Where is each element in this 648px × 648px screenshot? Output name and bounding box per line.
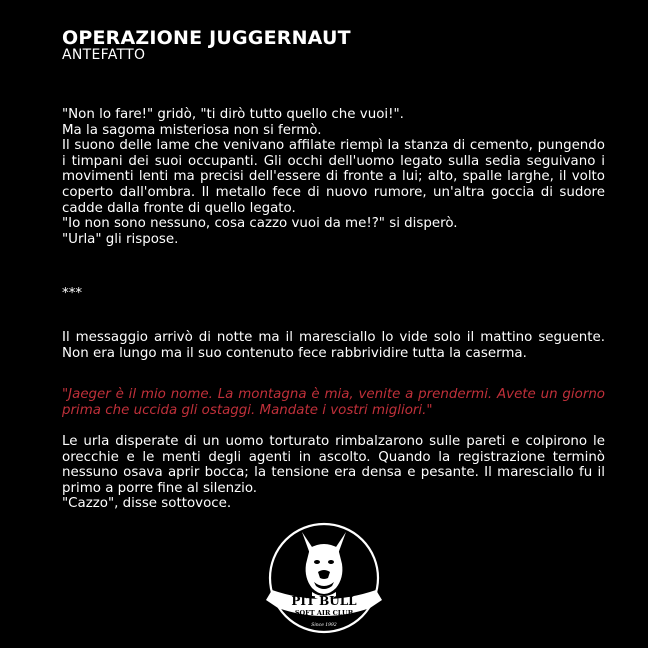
logo-text-main: PIT BULL xyxy=(291,594,357,608)
pit-bull-logo xyxy=(266,520,382,636)
logo-text-since: Since 1992 xyxy=(311,623,337,628)
story-paragraph: "Io non sono nessuno, cosa cazzo vuoi da me!?" si disperò. xyxy=(62,216,458,232)
page-subtitle: ANTEFATTO xyxy=(62,47,146,63)
story-block-1 xyxy=(62,107,605,247)
jaeger-quote xyxy=(62,387,605,418)
story-paragraph: Il suono delle lame che venivano affilate riempì la stanza di cemento, pungendo i timpani dei suoi occupanti. Gli occhi dell'uomo legato sulla sedia seguivano i movimenti lenti ma precisi dell'essere di fronte a lui; alto, spalle larghe, il volto coperto dall'ombra. Il metallo fece di nuovo rumore, un'altra goccia di sudore cadde dalla fronte di quello legato. xyxy=(62,138,605,216)
story-paragraph: Le urla disperate di un uomo torturato rimbalzarono sulle pareti e colpirono le orecchie e le menti degli agenti in ascolto. Quando la registrazione terminò nessuno osava aprir bocca; la tensione era densa e pesante. Il maresciallo fu il primo a porre fine al silenzio. xyxy=(62,434,605,496)
story-paragraph: "Urla" gli rispose. xyxy=(62,231,179,247)
story-paragraph: Il messaggio arrivò di notte ma il maresciallo lo vide solo il mattino seguente. Non era lungo ma il suo contenuto fece rabbrividire tutta la caserma. xyxy=(62,330,605,361)
quote-text: "Jaeger è il mio nome. La montagna è mia, venite a prendermi. Avete un giorno prima che uccida gli ostaggi. Mandate i vostri migliori." xyxy=(62,387,605,418)
logo-text-club: SOFT AIR CLUB xyxy=(294,609,354,617)
story-block-3 xyxy=(62,434,605,512)
story-paragraph: Ma la sagoma misteriosa non si fermò. xyxy=(62,122,322,138)
story-block-2 xyxy=(62,330,605,361)
page-title: OPERAZIONE JUGGERNAUT xyxy=(62,27,351,49)
scene-separator: *** xyxy=(62,286,83,301)
story-paragraph: "Cazzo", disse sottovoce. xyxy=(62,496,232,512)
story-paragraph: "Non lo fare!" gridò, "ti dirò tutto quello che vuoi!". xyxy=(62,107,404,122)
